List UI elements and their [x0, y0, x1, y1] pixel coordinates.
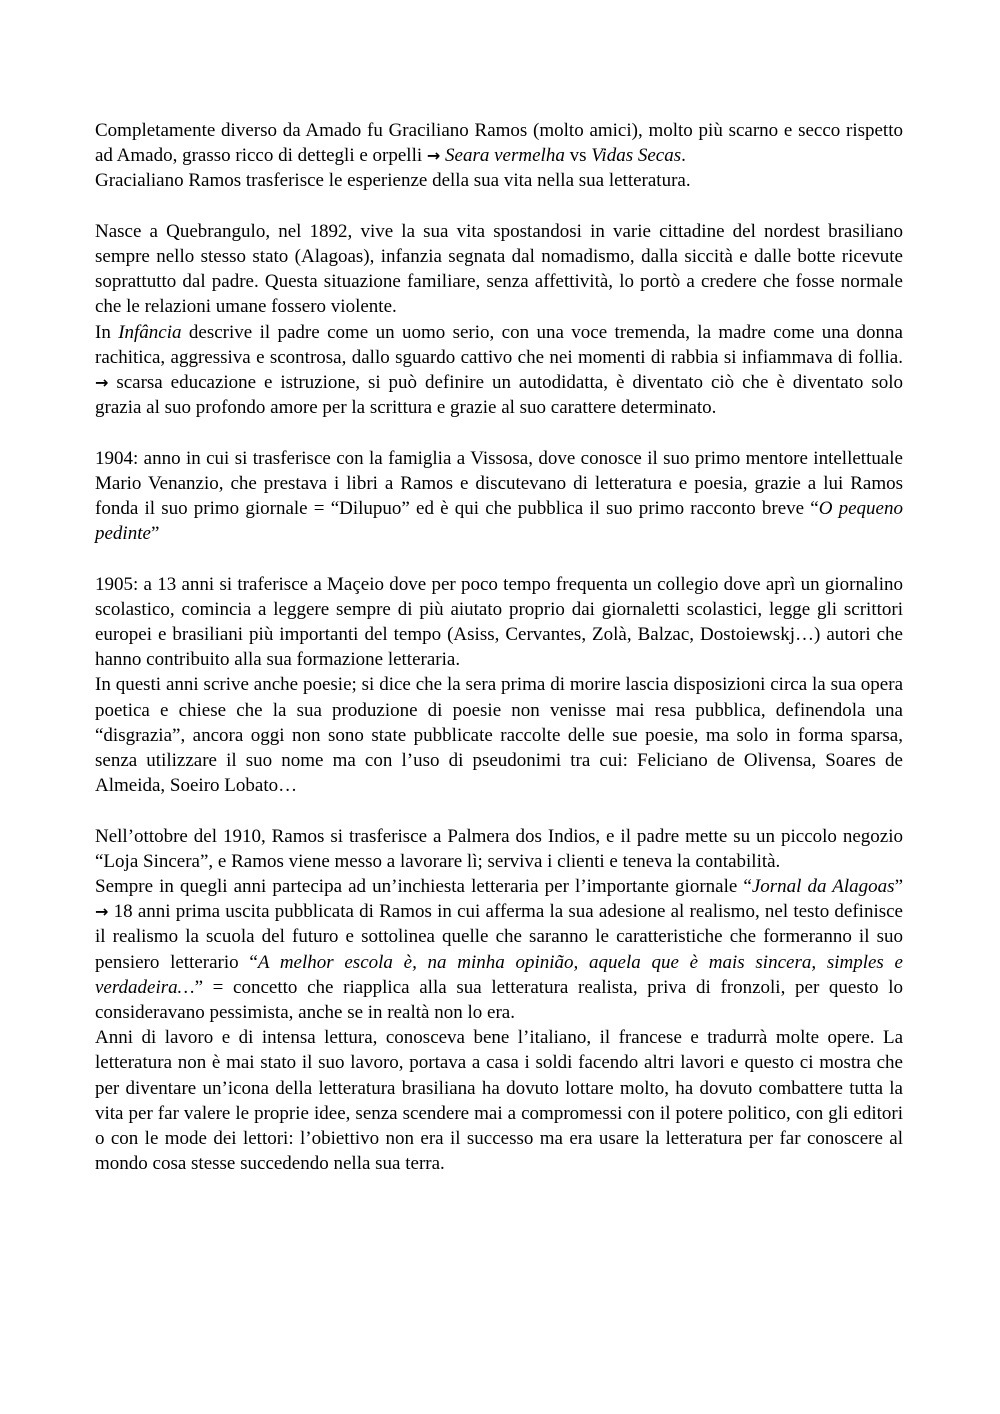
- text-run: 1904: anno in cui si trasferisce con la famiglia a Vissosa, dove conosce il suo primo mentore intellettuale Mario Venanzio, che prestava i libri a Ramos e discutevano di letteratura e poesia, grazie a lui Ramos fonda il suo primo giornale = “Dilupuo” ed è qui che pubblica il suo primo racconto breve “: [95, 447, 903, 520]
- text-run: Completamente diverso da Amado fu Graciliano Ramos (molto amici), molto più scarno e secco rispetto ad Amado, grasso ricco di dettegli e orpelli: [95, 120, 903, 167]
- paragraph-spacer: [95, 420, 903, 445]
- paragraph: [95, 874, 903, 1025]
- text-run: Gracialiano Ramos trasferisce le esperienze della sua vita nella sua letteratura.: [95, 170, 691, 192]
- paragraph: [95, 168, 903, 193]
- paragraph: [95, 1025, 903, 1176]
- text-run: Nasce a Quebrangulo, nel 1892, vive la sua vita spostandosi in varie cittadine del nordest brasiliano sempre nello stesso stato (Alagoas), infanzia segnata dal nomadismo, dalla siccità e dalle botte ricevute soprattutto dal padre. Questa situazione familiare, senza affettività, lo portò a credere che fosse normale che le relazioni umane fossero violente.: [95, 220, 903, 318]
- text-run: In questi anni scrive anche poesie; si dice che la sera prima di morire lascia disposizioni circa la sua opera poetica e chiese che la sua produzione di poesie non venisse mai resa pubblica, definendola una “disgrazia”, ancora oggi non sono state pubblicate raccolte delle sue poesie, ma solo in forma sparsa, senza utilizzare il suo nome ma con l’uso di pseudonimi tra cui: Feliciano de Olivensa, Soares de Almeida, Soeiro Lobato…: [95, 674, 903, 797]
- italic-text: Vidas Secas: [591, 145, 682, 167]
- arrow-icon: →: [95, 902, 109, 922]
- arrow-icon: →: [426, 146, 441, 166]
- italic-text: Seara vermelha: [445, 145, 565, 167]
- text-run: Nell’ottobre del 1910, Ramos si trasferisce a Palmera dos Indios, e il padre mette su un piccolo negozio “Loja Sincera”, e Ramos viene messo a lavorare lì; serviva i clienti e teneva la contabilità.: [95, 825, 903, 872]
- italic-text: A melhor escola è, na minha opinião, aquela que è mais sincera, simples e verdadeira…: [95, 951, 903, 998]
- paragraph-spacer: [95, 194, 903, 219]
- text-run: ” = concetto che riapplica alla sua letteratura realista, priva di fronzoli, per questo lo consideravano pessimista, anche se in realtà non lo era.: [95, 976, 903, 1024]
- arrow-icon: →: [95, 373, 109, 393]
- paragraph: [95, 446, 903, 547]
- italic-text: O pequeno pedinte: [95, 498, 903, 545]
- text-run: scarsa educazione e istruzione, si può definire un autodidatta, è diventato ciò che è diventato solo grazia al suo profondo amore per la scrittura e grazie al suo carattere determinato.: [95, 372, 903, 419]
- paragraph-spacer: [95, 546, 903, 571]
- paragraph: [95, 320, 903, 421]
- text-run: Anni di lavoro e di intensa lettura, conosceva bene l’italiano, il francese e tradurrà molte opere. La letteratura non è mai stato il suo lavoro, portava a casa i soldi facendo altri lavori e questo ci mostra che per diventare un’icona della letteratura brasiliana ha dovuto lottare molto, ha dovuto combattere tutta la vita per far valere le proprie idee, senza scendere mai a compromessi con il potere politico, con gli editori o con le mode dei lettori: l’obiettivo non era il successo ma era usare la letteratura per far conoscere al mondo cosa stesse succedendo nella sua terra.: [95, 1027, 903, 1175]
- paragraph: [95, 824, 903, 874]
- paragraph: [95, 219, 903, 320]
- italic-text: Jornal da Alagoas: [751, 876, 895, 898]
- text-run: Sempre in quegli anni partecipa ad un’inchiesta letteraria per l’importante giornale “: [95, 876, 752, 898]
- italic-text: Infância: [118, 321, 182, 343]
- paragraph: [95, 572, 903, 673]
- text-run: .: [681, 145, 686, 167]
- text-run: ”: [150, 523, 160, 545]
- paragraph: [95, 672, 903, 798]
- paragraph-spacer: [95, 798, 903, 823]
- text-run: vs: [564, 145, 592, 167]
- paragraph: [95, 118, 903, 168]
- text-run: descrive il padre come un uomo serio, con una voce tremenda, la madre come una donna rachitica, aggressiva e scontrosa, dallo sguardo cattivo che nei momenti di rabbia si infiammava di follia.: [95, 321, 903, 368]
- text-run: ”: [894, 876, 903, 898]
- text-run: In: [95, 321, 119, 343]
- text-run: 1905: a 13 anni si traferisce a Maçeio dove per poco tempo frequenta un collegio dove aprì un giornalino scolastico, comincia a leggere sempre di più aiutato proprio dai giornaletti scolastici, legge gli scrittori europei e brasiliani più importanti del tempo (Asiss, Cervantes, Zolà, Balzac, Dostoiewskj…) autori che hanno contribuito alla sua formazione letteraria.: [95, 573, 903, 671]
- text-run: 18 anni prima uscita pubblicata di Ramos in cui afferma la sua adesione al realismo, nel testo definisce il realismo la scuola del futuro e sottolinea quelle che saranno le caratteristiche che formeranno il suo pensiero letterario “: [95, 901, 903, 973]
